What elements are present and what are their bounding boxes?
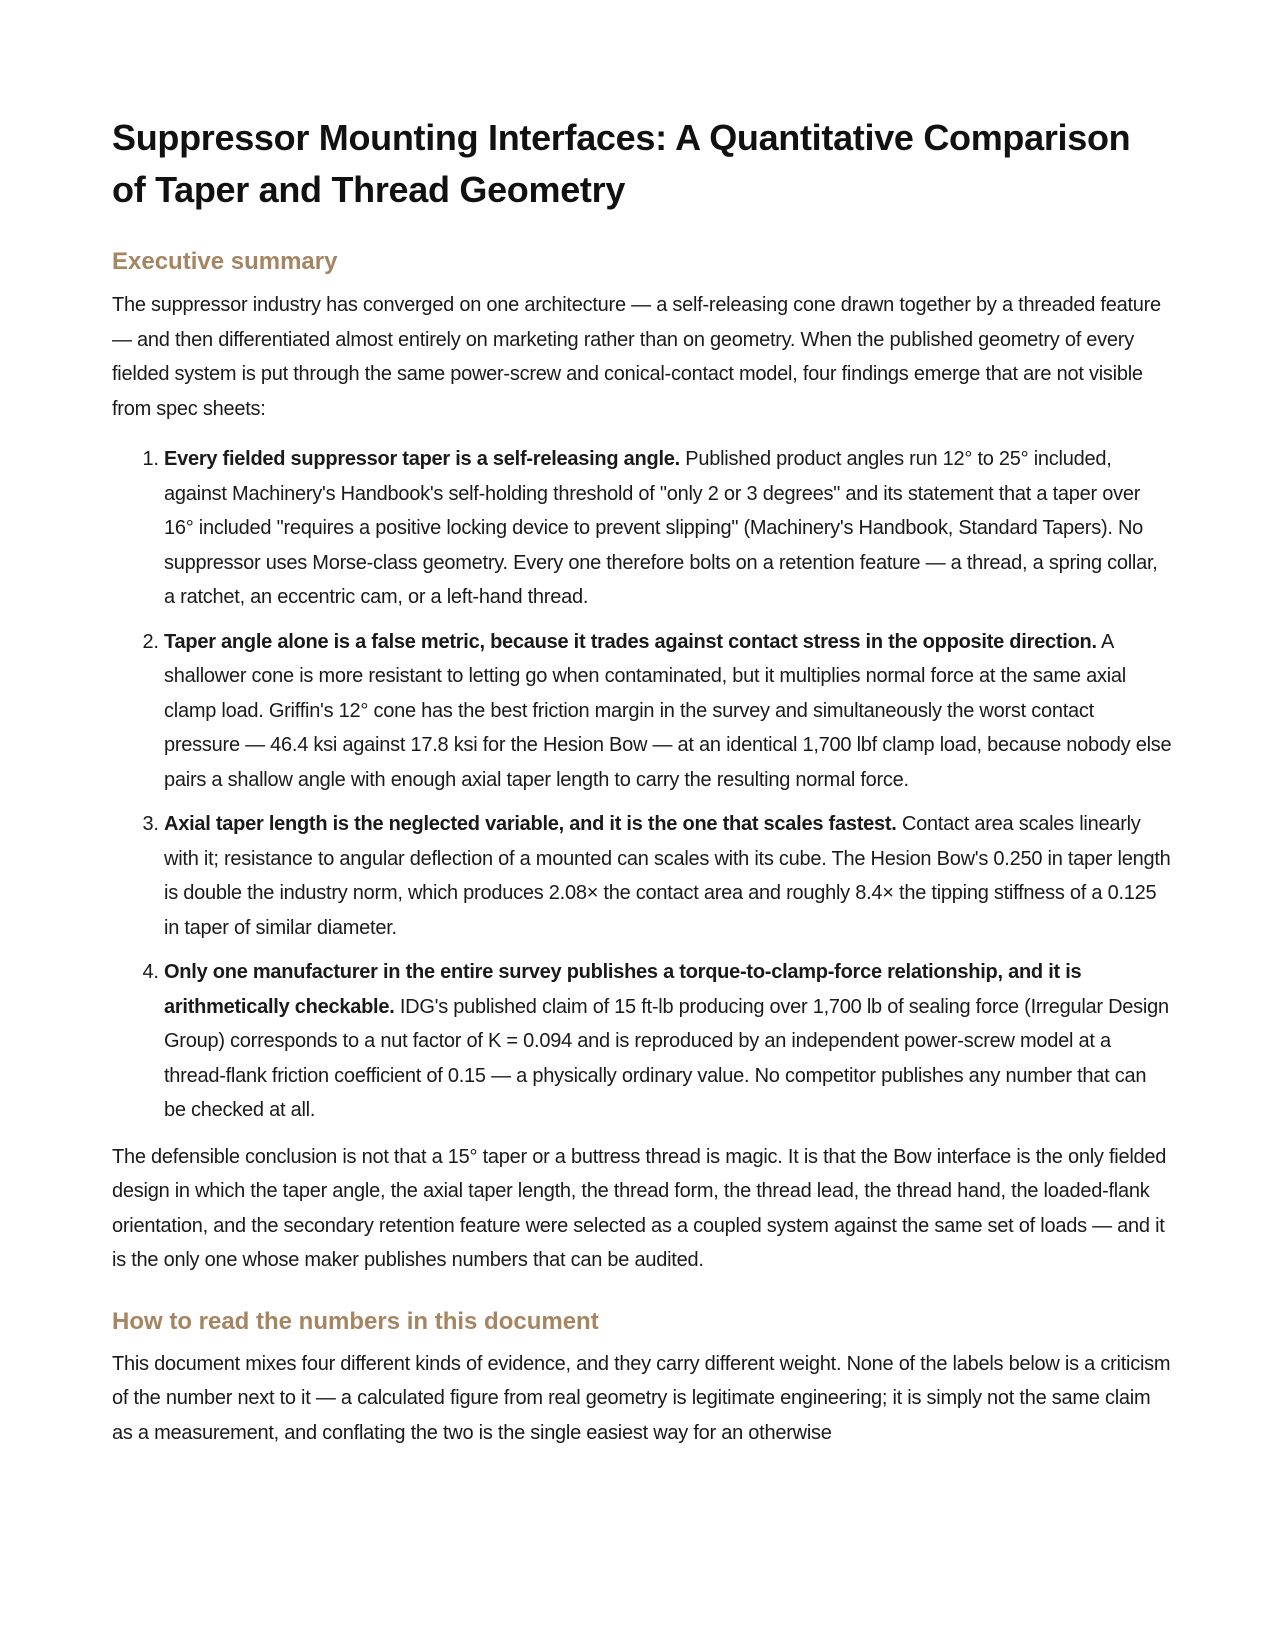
section-heading-how-to-read: How to read the numbers in this document xyxy=(112,1307,599,1335)
finding-body: A shallower cone is more resistant to letting go when contaminated, but it multiplies normal force at the same axial clamp load. Griffin's 12° cone has the best friction margin in the survey and simultaneously the worst contact pressure — 46.4 ksi against 17.8 ksi for the Hesion Bow — at an identical 1,700 lbf clamp load, because nobody else pairs a shallow angle with enough axial taper length to carry the resulting normal force. xyxy=(164,630,1172,791)
executive-summary-intro: The suppressor industry has converged on one architecture — a self-releasing cone drawn together by a threaded feature — and then differentiated almost entirely on marketing rather than on geometry. When the published geometry of every fielded system is put through the same power-screw and conical-contact model, four findings emerge that are not visible from spec sheets: xyxy=(112,294,1161,420)
section-heading-executive-summary: Executive summary xyxy=(112,248,338,275)
finding-item-2 xyxy=(164,625,1172,798)
finding-item-3 xyxy=(164,807,1172,945)
finding-body: Contact area scales linearly with it; resistance to angular deflection of a mounted can scales with its cube. The Hesion Bow's 0.250 in taper length is double the industry norm, which produces 2.08× the contact area and roughly 8.4× the tipping stiffness of a 0.125 in taper of similar diameter. xyxy=(164,813,1171,939)
how-to-read-intro: This document mixes four different kinds of evidence, and they carry different weight. None of the labels below is a criticism of the number next to it — a calculated figure from real geometry is legitimate engineering; it is simply not the same claim as a measurement, and conflating the two is the single easiest way for an otherwise xyxy=(112,1352,1171,1444)
finding-lead: Every fielded suppressor taper is a self-releasing angle. xyxy=(164,448,680,470)
finding-item-4 xyxy=(164,955,1172,1128)
finding-item-1 xyxy=(164,442,1172,615)
executive-summary-conclusion: The defensible conclusion is not that a 15° taper or a buttress thread is magic. It is that the Bow interface is the only fielded design in which the taper angle, the axial taper length, the thread form, the thread lead, the thread hand, the loaded-flank orientation, and the secondary retention feature were selected as a coupled system against the same set of loads — and it is the only one whose maker publishes numbers that can be audited. xyxy=(112,1145,1167,1271)
finding-body: Published product angles run 12° to 25° included, against Machinery's Handbook's self-holding threshold of "only 2 or 3 degrees" and its statement that a taper over 16° included "requires a positive locking device to prevent slipping" (Machinery's Handbook, Standard Tapers). No suppressor uses Morse-class geometry. Every one therefore bolts on a retention feature — a thread, a spring collar, a ratchet, an eccentric cam, or a left-hand thread. xyxy=(164,448,1158,608)
finding-lead: Axial taper length is the neglected variable, and it is the one that scales fastest. xyxy=(164,813,897,835)
finding-lead: Only one manufacturer in the entire survey publishes a torque-to-clamp-force relationship, and it is arithmetically checkable. xyxy=(164,961,1082,1018)
findings-list xyxy=(112,442,1172,1128)
document-page xyxy=(112,112,1172,1450)
finding-lead: Taper angle alone is a false metric, because it trades against contact stress in the opposite direction. xyxy=(164,630,1097,653)
document-title: Suppressor Mounting Interfaces: A Quantitative Comparison of Taper and Thread Geometry xyxy=(112,117,1131,210)
finding-body: IDG's published claim of 15 ft-lb producing over 1,700 lb of sealing force (Irregular Design Group) corresponds to a nut factor of K = 0.094 and is reproduced by an independent power-screw model at a thread-flank friction coefficient of 0.15 — a physically ordinary value. No competitor publishes any number that can be checked at all. xyxy=(164,995,1169,1121)
